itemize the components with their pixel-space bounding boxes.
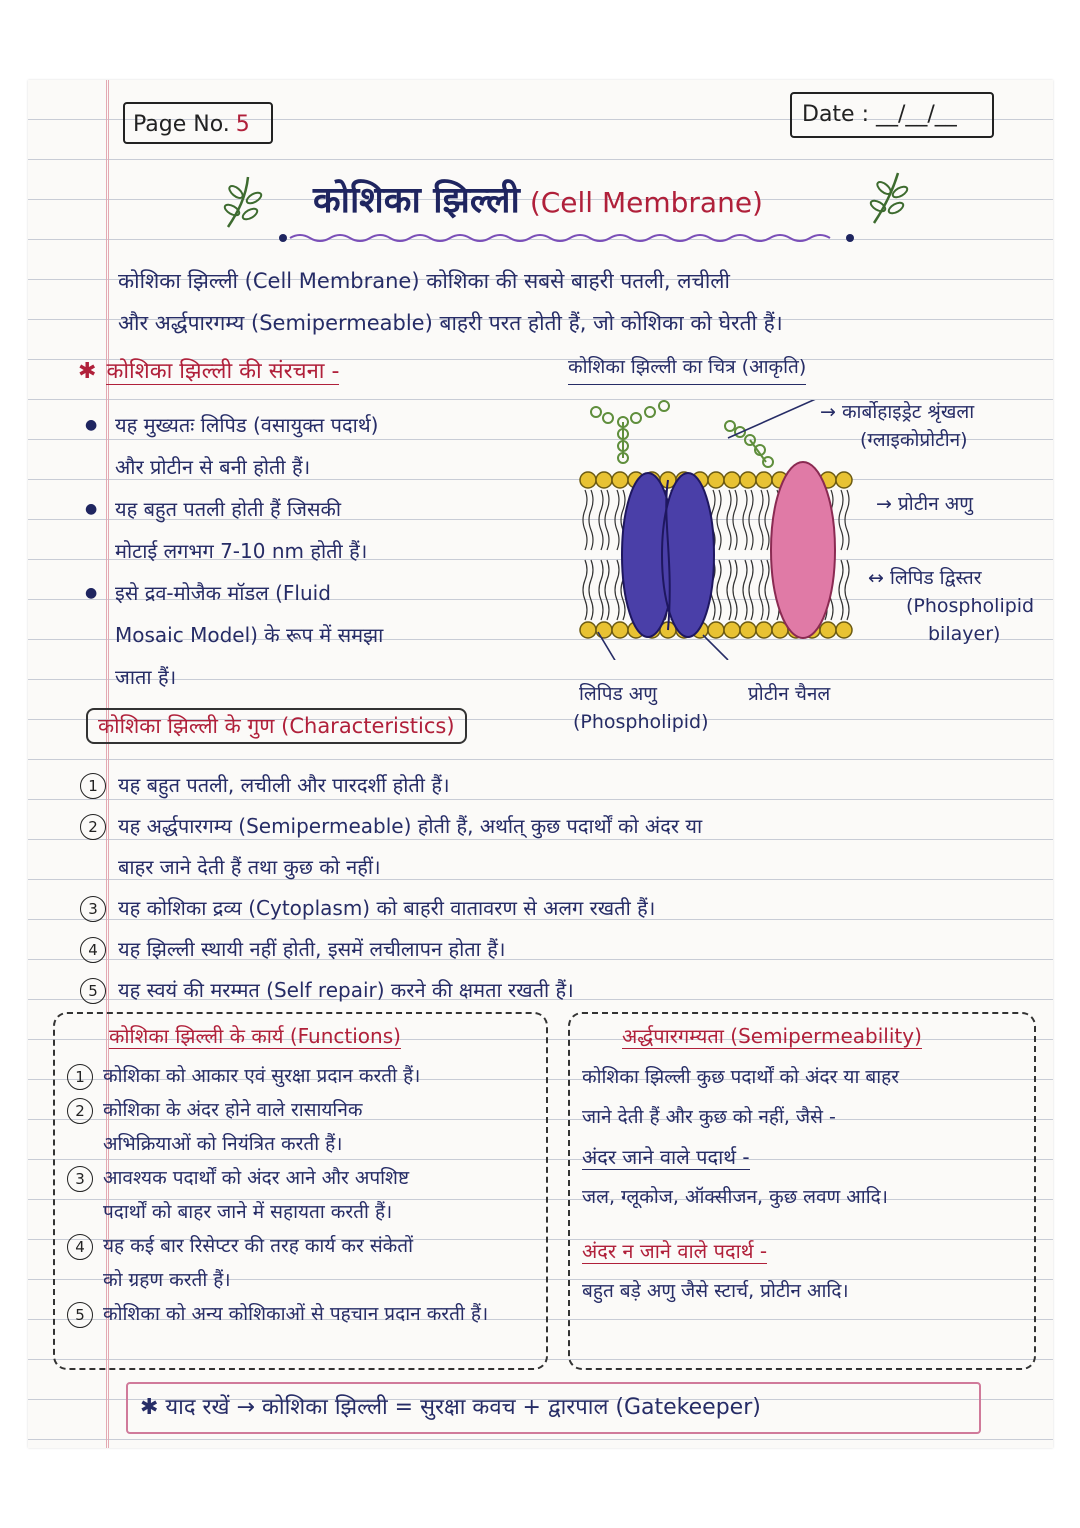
phospholipid-head <box>596 472 612 488</box>
lipid-tail <box>605 490 609 550</box>
label-protein-molecule: → प्रोटीन अणु <box>876 493 974 515</box>
number-circle: 5 <box>67 1302 93 1328</box>
label-lipid-bilayer: ↔ लिपिड द्विस्तर (Phospholipid bilayer) <box>868 567 1035 645</box>
list-item <box>80 806 980 888</box>
structure-bullets <box>83 404 483 698</box>
phospholipid-head <box>612 622 628 638</box>
phospholipid-head <box>756 472 772 488</box>
phospholipid-head <box>596 622 612 638</box>
lipid-tail <box>839 560 843 620</box>
date-box: Date : __/__/__ <box>790 92 994 138</box>
phospholipid-head <box>836 622 852 638</box>
list-item: ● यह बहुत पतली होती हैं जिसकी मोटाई लगभग 7-10 nm होती हैं। <box>83 488 483 572</box>
lipid-tail <box>615 560 619 620</box>
list-item-text: कोशिका को अन्य कोशिकाओं से पहचान प्रदान करती हैं। <box>103 1303 489 1325</box>
list-item <box>80 765 980 806</box>
list-item-text: यह अर्द्धपारगम्य (Semipermeable) होती हैं, अर्थात् कुछ पदार्थों को अंदर या <box>118 814 703 838</box>
lipid-tail <box>615 490 619 550</box>
out-items: बहुत बड़े अणु जैसे स्टार्च, प्रोटीन आदि। <box>582 1280 849 1302</box>
lipid-tail <box>583 560 587 620</box>
phospholipid-head <box>724 472 740 488</box>
list-item <box>80 929 980 970</box>
lipid-tail <box>839 490 843 550</box>
lipid-tail <box>733 560 737 620</box>
phospholipid-head <box>756 622 772 638</box>
lipid-tail <box>733 490 737 550</box>
number-circle: 1 <box>67 1064 93 1090</box>
list-item-text: यह झिल्ली स्थायी नहीं होती, इसमें लचीलापन होता हैं। <box>118 937 506 961</box>
number-circle: 2 <box>80 814 106 840</box>
label-protein-channel: प्रोटीन चैनल <box>748 683 831 705</box>
list-item <box>67 1297 534 1331</box>
list-item <box>80 970 980 1011</box>
lipid-tail <box>845 490 849 550</box>
title-underline <box>278 228 858 248</box>
lipid-tail <box>743 490 747 550</box>
list-item <box>67 1059 534 1093</box>
phospholipid-head <box>580 622 596 638</box>
out-heading: अंदर न जाने वाले पदार्थ - <box>582 1239 768 1263</box>
list-item-text: कोशिका को आकार एवं सुरक्षा प्रदान करती हैं। <box>103 1065 421 1087</box>
page-title <box>188 174 888 223</box>
lipid-tail <box>727 560 731 620</box>
notebook-page <box>28 80 1053 1448</box>
semipermeability-panel <box>568 1012 1036 1370</box>
number-circle: 4 <box>67 1234 93 1260</box>
characteristics-heading: कोशिका झिल्ली के गुण (Characteristics) <box>86 708 467 744</box>
lipid-tail <box>759 560 763 620</box>
functions-list <box>55 1053 546 1331</box>
phospholipid-head <box>580 472 596 488</box>
lipid-tail <box>599 560 603 620</box>
in-items: जल, ग्लूकोज, ऑक्सीजन, कुछ लवण आदि। <box>582 1186 888 1208</box>
number-circle: 5 <box>80 978 106 1004</box>
title-english: (Cell Membrane) <box>529 186 763 219</box>
intro-line: और अर्द्धपारगम्य (Semipermeable) बाहरी परत होती हैं, जो कोशिका को घेरती हैं। <box>118 311 783 335</box>
intro-line: कोशिका झिल्ली (Cell Membrane) कोशिका की सबसे बाहरी पतली, लचीली <box>118 269 730 293</box>
phospholipid-head <box>820 622 836 638</box>
list-item-text: कोशिका के अंदर होने वाले रासायनिक <box>103 1099 363 1121</box>
list-item <box>67 1093 534 1161</box>
number-circle: 3 <box>67 1166 93 1192</box>
list-item-text: आवश्यक पदार्थों को अंदर आने और अपशिष्ट <box>103 1167 410 1189</box>
number-circle: 2 <box>67 1098 93 1124</box>
lipid-tail <box>743 560 747 620</box>
cell-membrane-diagram <box>528 400 868 660</box>
functions-panel <box>53 1012 548 1370</box>
semipermeability-heading: अर्द्धपारगम्यता (Semipermeability) <box>622 1024 922 1048</box>
label-lipid-molecule: लिपिड अणु (Phospholipid) <box>573 683 709 733</box>
semipermeability-body: कोशिका झिल्ली कुछ पदार्थों को अंदर या बाहर जाने देती हैं और कुछ को नहीं, जैसे - अंदर जाने वाले पदार्थ - जल, ग्लूकोज, ऑक्सीजन, कुछ लवण आदि। अंदर न जाने वाले पदार्थ - बहुत बड़े अणु जैसे स्टार्च, प्रोटीन आदि। <box>570 1053 1034 1311</box>
list-item-text: बाहर जाने देती हैं तथा कुछ को नहीं। <box>118 855 381 879</box>
lipid-tail <box>759 490 763 550</box>
lipid-tail <box>727 490 731 550</box>
list-item-text: यह स्वयं की मरम्मत (Self repair) करने की क्षमता रखती हैं। <box>118 978 574 1002</box>
phospholipid-head <box>740 472 756 488</box>
asterisk-icon: ✱ <box>78 359 97 384</box>
lipid-tail <box>749 490 753 550</box>
list-item: ● इसे द्रव-मोजैक मॉडल (Fluid Mosaic Model) के रूप में समझा जाता हैं। <box>83 572 483 698</box>
lipid-tail <box>583 490 587 550</box>
phospholipid-head <box>612 472 628 488</box>
characteristics-list <box>80 765 980 1011</box>
list-item <box>67 1161 534 1229</box>
list-item-text: पदार्थों को बाहर जाने में सहायता करती हैं। <box>103 1201 393 1223</box>
lipid-tail <box>749 560 753 620</box>
list-item-text: को ग्रहण करती हैं। <box>103 1269 231 1291</box>
number-circle: 1 <box>80 773 106 799</box>
list-item <box>67 1229 534 1297</box>
carbohydrate-chain <box>591 401 773 467</box>
phospholipid-head <box>708 622 724 638</box>
in-heading: अंदर जाने वाले पदार्थ - <box>582 1145 750 1169</box>
phospholipid-head <box>836 472 852 488</box>
diagram-heading: कोशिका झिल्ली का चित्र (आकृति) <box>568 350 806 385</box>
list-item-text: यह कोशिका द्रव्य (Cytoplasm) को बाहरी वातावरण से अलग रखती हैं। <box>118 896 656 920</box>
list-item: ● यह मुख्यतः लिपिड (वसायुक्त पदार्थ) और प्रोटीन से बनी होती हैं। <box>83 404 483 488</box>
lipid-tail <box>765 490 769 550</box>
page-number: 5 <box>235 112 250 137</box>
list-item <box>80 888 980 929</box>
intro-paragraph <box>118 260 1028 344</box>
lipid-tail <box>717 560 721 620</box>
page-number-box <box>123 102 273 144</box>
protein-molecule <box>771 462 835 638</box>
phospholipid-head <box>740 622 756 638</box>
label-carbohydrate: → कार्बोहाइड्रेट श्रृंखला (ग्लाइकोप्रोटीन) <box>820 401 975 451</box>
lipid-tail <box>599 490 603 550</box>
list-item-text: यह कई बार रिसेप्टर की तरह कार्य कर संकेतों <box>103 1235 414 1257</box>
lipid-tail <box>765 560 769 620</box>
lipid-tail <box>589 490 593 550</box>
phospholipid-head <box>708 472 724 488</box>
page-label: Page No. <box>133 112 230 137</box>
number-circle: 4 <box>80 937 106 963</box>
lipid-tail <box>605 560 609 620</box>
functions-heading: कोशिका झिल्ली के कार्य (Functions) <box>109 1024 401 1048</box>
list-item-text: अभिक्रियाओं को नियंत्रित करती हैं। <box>103 1133 343 1155</box>
lipid-tail <box>589 560 593 620</box>
lipid-tail <box>717 490 721 550</box>
list-item-text: यह बहुत पतली, लचीली और पारदर्शी होती हैं। <box>118 773 450 797</box>
remember-note: ✱ याद रखें → कोशिका झिल्ली = सुरक्षा कवच + द्वारपाल (Gatekeeper) <box>126 1382 981 1434</box>
title-hindi: कोशिका झिल्ली <box>313 180 520 221</box>
number-circle: 3 <box>80 896 106 922</box>
lipid-tail <box>845 560 849 620</box>
structure-heading: ✱ कोशिका झिल्ली की संरचना - <box>78 359 340 384</box>
phospholipid-head <box>724 622 740 638</box>
